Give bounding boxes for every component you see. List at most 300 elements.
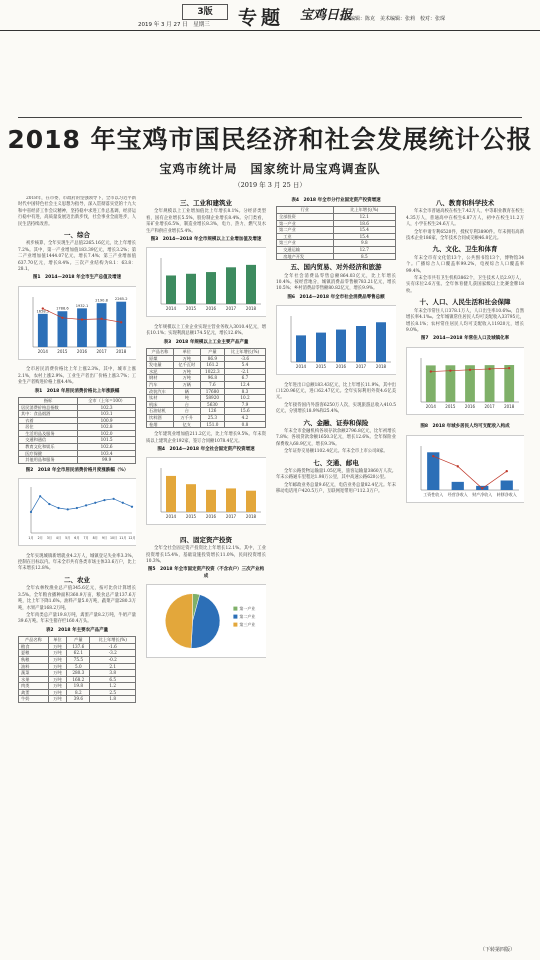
paragraph: 年末全市共有卫生机构3862个，卫生技术人员2.9万人，实有床位2.6万张。全年体育健儿获国家级以上比赛金牌18枚。 <box>406 276 524 294</box>
table-cell: 第三产业 <box>277 240 334 247</box>
section-title: 专题 <box>238 7 285 29</box>
section-heading: 五、国内贸易、对外经济和旅游 <box>290 263 382 272</box>
legend-swatch <box>233 607 237 611</box>
chart-bar <box>77 308 87 347</box>
paragraph: 年末全市普通高校在校生7.42万人，中等职业教育在校生4.35万人，普通高中在校生6.87万人，初中在校生11.2万人，小学在校生24.6万人。 <box>406 209 524 228</box>
table-cell: 钢材 <box>147 375 174 382</box>
table-row <box>277 240 396 247</box>
table-cell: 96.8 <box>200 375 224 382</box>
table-cell: 2.1 <box>90 663 136 670</box>
table-cell: 1.8 <box>90 696 136 703</box>
continued-note: （下转第四版） <box>480 947 516 953</box>
table-cell: 机床 <box>147 401 174 408</box>
chart-bar <box>166 476 176 512</box>
table-cell: 25.3 <box>200 415 224 422</box>
table-row <box>19 417 136 424</box>
table-cell: -1.6 <box>90 643 136 650</box>
table-cell: 工业 <box>277 233 334 240</box>
chart-bar <box>336 330 346 362</box>
tick-label: 2016 <box>76 348 88 354</box>
table-cell: 17680 <box>200 388 224 395</box>
table-row <box>19 450 136 457</box>
table-cell: 台 <box>173 401 200 408</box>
table-header-cell: 产品名称 <box>19 637 49 644</box>
table-cell: 12.7 <box>333 246 395 253</box>
table-cell: 万吨 <box>48 643 66 650</box>
table-row <box>19 676 136 683</box>
table-cell: 75.5 <box>67 656 90 663</box>
intro-paragraph: 2018年，在市委、市政府的坚强领导下，全市以习近平新时代中国特色社会主义思想为指导，深入贯彻落实党的十九大和中省经济工作会议精神，坚持稳中求进工作总基调，经济运行稳中有进，高质量发展迈出新步伐，社会事业全面进步，人民生活持续改善。 <box>18 196 136 227</box>
table-cell: 5.0 <box>67 663 90 670</box>
table-cell: 第二产业 <box>277 227 334 234</box>
table-cell: 102.8 <box>78 424 136 431</box>
table-cell: 万吨 <box>48 663 66 670</box>
investment-growth-chart <box>146 457 266 525</box>
table-header-cell: 行业 <box>277 207 334 214</box>
table-title: 表2 2018 年主要农产品产量 <box>45 627 109 633</box>
table-header-cell: 单位 <box>173 349 200 356</box>
tick-label: 3月 <box>46 536 52 541</box>
table-cell: 万吨 <box>48 670 66 677</box>
article-byline: 宝鸡市统计局 国家统计局宝鸡调查队 <box>159 162 381 176</box>
table-header-row <box>19 397 136 404</box>
tick-label: 2018 <box>375 364 387 370</box>
paragraph: 全年规模以上工业增加值比上年增长8.1%。分经济类型看，国有企业增长5.5%，股份制企业增长8.4%。分门类看，采矿业增长6.5%，制造业增长8.3%，电力、热力、燃气及水生产和供应业增长5.4%。 <box>146 209 266 234</box>
table-row <box>19 650 136 657</box>
table-cell: 5.4 <box>225 362 266 369</box>
table-cell: 15.6 <box>225 408 266 415</box>
chart-bar <box>206 273 216 305</box>
tick-label: 10月 <box>110 536 118 541</box>
table-cell: 126 <box>200 408 224 415</box>
pie-slice <box>165 594 192 649</box>
chart-bar <box>206 490 216 512</box>
paragraph: 年末全市金融机构各项存款余额2796.8亿元，比年初增长7.8%；各项贷款余额1650.3亿元，增长12.6%。全年保险业保费收入68.9亿元，增长9.3%。 <box>276 429 396 447</box>
table-cell: 8.3 <box>225 388 266 395</box>
table-cell: 辆 <box>173 388 200 395</box>
table-cell: 交通运输 <box>277 246 334 253</box>
investment-structure-pie <box>146 584 266 658</box>
chart-title: 图7 2014—2018 年常住人口及城镇化率 <box>420 336 510 342</box>
table-cell: 39.6 <box>67 696 90 703</box>
table-cell: 汽车 <box>147 382 174 389</box>
table-cell: 万吨 <box>48 656 66 663</box>
table-cell: 102.3 <box>78 404 136 411</box>
chart-title: 图4 2014—2018 年全社会固定资产投资增速 <box>157 447 255 452</box>
paragraph: 全年全社会固定资产投资比上年增长12.1%。其中，工业投资增长15.4%，基础设施投资增长11.0%，民间投资增长10.3%。 <box>146 546 266 565</box>
table-cell: -3.2 <box>90 650 136 657</box>
table-cell: 18.6 <box>333 220 395 227</box>
data-label: 2190.8 <box>95 298 108 303</box>
table-row <box>19 457 136 464</box>
chart-bar <box>246 491 256 512</box>
table-cell: 亿千瓦时 <box>173 362 200 369</box>
table-cell: 牛奶 <box>19 696 49 703</box>
tick-label: 4月 <box>55 536 62 541</box>
table-cell: 万千升 <box>173 415 200 422</box>
tick-label: 2016 <box>205 514 217 520</box>
table-cell: 1.2 <box>90 683 136 690</box>
table-cell: 58920 <box>200 395 224 402</box>
data-label: 1932.1 <box>75 303 89 308</box>
tick-label: 2014 <box>165 514 177 520</box>
table-cell: 夏粮 <box>19 650 49 657</box>
table-row <box>147 355 266 362</box>
paragraph: 全年接待国内外游客6250万人次，实现旅游总收入410.5亿元，分别增长18.9%和25.4%。 <box>276 402 396 415</box>
table-cell: 肉类 <box>19 683 49 690</box>
tick-label: 2018 <box>116 348 127 354</box>
table-cell: 99.9 <box>78 457 136 464</box>
table-row <box>19 696 136 703</box>
section-heading: 六、金融、证券和保险 <box>303 418 369 427</box>
chart-bar <box>226 489 236 513</box>
table-cell: 0.8 <box>225 421 266 428</box>
table-row <box>19 444 136 451</box>
industry-chart <box>146 247 266 317</box>
paragraph: 全年证券交易额1102.4亿元。年末全市上市公司8家。 <box>284 449 388 455</box>
paragraph: 全年肉类总产量19.8万吨，禽蛋产量8.2万吨，牛奶产量39.6万吨。年末生猪存栏160.4万头。 <box>18 612 136 625</box>
table-row <box>147 401 266 408</box>
tick-label: 2014 <box>165 306 177 312</box>
tick-label: 2014 <box>295 364 307 370</box>
tick-label: 2017 <box>225 306 237 312</box>
chart-bar <box>226 268 236 305</box>
investment-table <box>276 206 396 260</box>
chart-title: 图3 2014—2018 年全市规模以上工业增加值及增速 <box>150 237 262 243</box>
table-cell: 吨 <box>173 395 200 402</box>
table-cell: 万吨 <box>173 375 200 382</box>
table-header-cell: 产品名称 <box>147 349 174 356</box>
column-4 <box>406 196 524 940</box>
table-cell: 衣着 <box>19 417 78 424</box>
tick-label: 1月 <box>28 536 34 541</box>
table-header-cell: 单位 <box>48 637 66 644</box>
chart-bar <box>504 365 514 402</box>
section-heading: 八、教育和科学技术 <box>435 199 495 207</box>
table-cell: 5630 <box>200 401 224 408</box>
tick-label: 工资性收入 <box>423 491 444 497</box>
tick-label: 11月 <box>119 536 127 541</box>
table-cell: 房地产开发 <box>277 253 334 260</box>
tick-label: 转移净收入 <box>496 491 517 497</box>
table-row <box>147 362 266 369</box>
table-cell: 1022.3 <box>200 368 224 375</box>
table-cell: 168.2 <box>67 676 90 683</box>
line-point <box>42 307 44 309</box>
table-header-row <box>19 637 136 644</box>
paragraph: 全年规模以上工业企业实现主营业务收入3010.4亿元，增长10.1%；实现利润总额174.5亿元，增长12.6%。 <box>146 324 266 337</box>
table-row <box>147 368 266 375</box>
table-cell: 9.8 <box>333 240 395 247</box>
table-cell: 第一产业 <box>277 220 334 227</box>
data-label: 1788.6 <box>56 306 69 311</box>
table-row <box>19 670 136 677</box>
paragraph: 全年社会消费品零售总额864.03亿元，比上年增长10.4%。按经营地分，城镇消费品零售额783.21亿元，增长10.5%；乡村消费品零售额80.82亿元，增长9.9%。 <box>276 273 396 292</box>
legend-label: 第二产业 <box>239 614 256 620</box>
table-cell: 交通和通信 <box>19 437 78 444</box>
paragraph: 年末全市有文化馆13个，公共图书馆13个，博物馆34个。广播综合人口覆盖率99.2%，电视综合人口覆盖率99.4%。 <box>406 255 524 274</box>
table-row <box>277 253 396 260</box>
chart-bar <box>316 333 326 362</box>
masthead <box>0 0 540 31</box>
tick-label: 2016 <box>335 364 347 370</box>
section-heading: 七、交通、邮电 <box>313 458 359 467</box>
table-cell: 万吨 <box>48 689 66 696</box>
legend-label: 第一产业 <box>239 606 256 612</box>
table-cell: 15.4 <box>333 227 395 234</box>
tick-label: 2月 <box>37 536 43 541</box>
table-row <box>19 643 136 650</box>
chart-title: 图6 2014—2018 年全市社会消费品零售总额 <box>287 294 385 300</box>
series-line <box>433 456 507 488</box>
section-heading: 三、工业和建筑业 <box>180 199 232 207</box>
tick-label: 5月 <box>65 536 71 541</box>
table-row <box>19 411 136 418</box>
cpi-monthly-chart <box>18 478 136 546</box>
data-label: 1658.5 <box>36 309 50 314</box>
paragraph: 全年建筑业增加值211.2亿元，比上年增长9.5%。年末资质以上建筑企业192家，签订合同额1078.4亿元。 <box>146 432 266 444</box>
tick-label: 2018 <box>245 514 257 520</box>
table-cell: 其中：食品烟酒 <box>19 411 78 418</box>
table-cell: 万吨 <box>48 650 66 657</box>
table-cell: 12.4 <box>225 382 266 389</box>
newspaper-logo: 宝鸡日报 <box>300 8 353 23</box>
chart-bar <box>485 365 495 402</box>
chart-bar <box>116 302 126 347</box>
table-cell: 151.0 <box>200 421 224 428</box>
table-cell: 6.5 <box>90 676 136 683</box>
table-header-cell: 比上年增长(%) <box>90 637 136 644</box>
chart-title: 图5 2018 年全市固定资产投资（不含农户）三次产业构成 <box>147 567 265 579</box>
chart-bar <box>186 485 196 513</box>
chart-bar <box>166 276 176 305</box>
section-heading: 九、文化、卫生和体育 <box>432 245 498 254</box>
section-heading: 十、人口、人民生活和社会保障 <box>419 298 511 307</box>
table-cell: 3.8 <box>90 670 136 677</box>
section-heading: 二、农业 <box>64 575 90 584</box>
table-cell: 86.9 <box>200 355 224 362</box>
table-cell: 103.1 <box>78 411 136 418</box>
table-cell: 280.3 <box>67 670 90 677</box>
table-row <box>19 683 136 690</box>
tick-label: 2017 <box>96 348 107 354</box>
paragraph: 全年进出口总额183.43亿元，比上年增长11.9%。其中出口120.96亿元，进口62.47亿元。全年实际利用外资4.6亿美元。 <box>276 382 396 401</box>
column-3 <box>276 196 396 940</box>
tick-label: 2018 <box>245 306 257 312</box>
chart-bar <box>376 322 386 362</box>
chart-title: 图2 2018 年全市居民消费价格月度涨跌幅（%） <box>25 467 129 473</box>
income-chart <box>406 435 524 503</box>
title-rule <box>18 117 522 118</box>
table-cell: 亿支 <box>173 421 200 428</box>
table-cell: 万吨 <box>48 676 66 683</box>
table-row <box>19 424 136 431</box>
table-cell: 秋粮 <box>19 656 49 663</box>
table-cell: 161.2 <box>200 362 224 369</box>
table-cell: 其他用品和服务 <box>19 457 78 464</box>
tick-label: 2014 <box>425 403 436 409</box>
table-row <box>19 404 136 411</box>
article-date: （2019 年 3 月 25 日） <box>234 181 306 189</box>
tick-label: 2018 <box>504 403 515 409</box>
table-cell: 15.4 <box>333 233 395 240</box>
paragraph: 全年申请专利6520件，授权专利3890件。年末拥有高新技术企业186家，全年技术合同成交额46.8亿元。 <box>406 229 524 242</box>
table-cell: 医疗保健 <box>19 450 78 457</box>
table-header-cell: 产量 <box>67 637 90 644</box>
paragraph: 全市居民消费价格比上年上涨2.3%。其中，城市上涨2.1%，农村上涨2.9%。工业生产者出厂价格上涨3.7%；工业生产者购进价格上涨4.4%。 <box>18 367 136 386</box>
legend-swatch <box>233 623 237 627</box>
tick-label: 6月 <box>74 536 80 541</box>
table-header-cell: 比上年增长(%) <box>225 349 266 356</box>
paragraph: 全年农林牧渔业总产值345.6亿元，按可比价计算增长3.5%。全年粮食播种面积360.9万亩，粮食总产量137.6万吨，比上年下降1.6%。油料产量5.0万吨，蔬菜产量280.3万吨，水果产量168.2万吨。 <box>18 586 136 611</box>
gdp-chart <box>18 286 136 360</box>
table-cell: 102.0 <box>78 430 136 437</box>
editors-line: 责任编辑：陈克 美术编辑：张莉 校对：张琛 <box>340 16 446 22</box>
chart-bar <box>58 311 68 347</box>
page-label: 3版 <box>182 4 228 20</box>
table-cell: 禽蛋 <box>19 689 49 696</box>
table-cell: 居民消费价格总指数 <box>19 404 78 411</box>
table-cell: 原煤 <box>147 355 174 362</box>
table-cell: 改装汽车 <box>147 388 174 395</box>
table-header-row <box>147 349 266 356</box>
table-row <box>147 388 266 395</box>
table-cell: 万吨 <box>48 696 66 703</box>
table-cell: 万吨 <box>48 683 66 690</box>
table-cell: 油料 <box>19 663 49 670</box>
table-cell: 万辆 <box>173 382 200 389</box>
table-cell: 台 <box>173 408 200 415</box>
table-header-row <box>277 207 396 214</box>
table-cell: 全部投资 <box>277 214 334 221</box>
table-header-cell: 全市（上年=100） <box>78 397 136 404</box>
table-row <box>277 214 396 221</box>
chart-title: 图1 2014—2018 年全市生产总值及增速 <box>32 275 122 281</box>
table-cell: 7.9 <box>225 401 266 408</box>
paragraph: 初步核算，全年实现生产总值2265.16亿元，比上年增长7.2%。其中，第一产业增加值183.39亿元，增长3.2%；第二产业增加值1444.07亿元，增长7.4%；第三产业增加值637.70亿元，增长8.4%。三次产业结构为8.1：63.8：28.1。 <box>18 241 136 273</box>
tick-label: 2016 <box>464 403 476 409</box>
tick-label: 2015 <box>185 514 197 520</box>
table-row <box>19 437 136 444</box>
table-cell: 钛材 <box>147 395 174 402</box>
paragraph: 年末全市常住人口378.1万人，人口出生率10.6‰，自然增长率4.1‰。全年城镇常住居民人均可支配收入33795元，增长8.1%；农村常住居民人均可支配收入11920元，增长9.0%。 <box>406 308 524 333</box>
table-cell: 生活用品及服务 <box>19 430 78 437</box>
table-row <box>147 421 266 428</box>
table-title: 表4 2018 年全市分行业固定资产投资增速 <box>291 198 381 203</box>
table-row <box>19 656 136 663</box>
chart-bar <box>501 480 513 489</box>
page-title: 2018 年宝鸡市国民经济和社会发展统计公报 <box>7 125 533 154</box>
table-row <box>277 233 396 240</box>
table-cell: 102.6 <box>78 444 136 451</box>
column-1 <box>18 196 136 940</box>
chart-bar <box>296 336 306 363</box>
section-heading: 四、固定资产投资 <box>180 535 232 544</box>
table-cell: 石油钻机 <box>147 408 174 415</box>
table-cell: 6.7 <box>225 375 266 382</box>
tick-label: 2016 <box>205 306 217 312</box>
legend-swatch <box>233 615 237 619</box>
issue-date: 2019 年 3 月 27 日 星期三 <box>138 22 210 28</box>
chart-bar <box>186 274 196 304</box>
chart-bar <box>246 265 256 304</box>
paragraph: 全年邮政业务总量9.6亿元，电信业务总量82.4亿元。年末移动电话用户420.5万户，互联网宽带用户112.3万户。 <box>276 482 396 495</box>
table-title: 表1 2018 年居民消费价格比上年涨跌幅 <box>34 388 120 394</box>
agri-products-table <box>18 636 136 703</box>
table-cell: 教育文化和娱乐 <box>19 444 78 451</box>
tick-label: 2017 <box>225 514 237 520</box>
table-cell: 万吨 <box>173 368 200 375</box>
tick-label: 2015 <box>57 348 68 354</box>
chart-bar <box>38 314 48 347</box>
table-row <box>277 227 396 234</box>
table-title: 表3 2018 年规模以上工业主要产品产量 <box>163 339 249 345</box>
chart-bar <box>452 481 464 489</box>
tick-label: 8月 <box>92 536 98 541</box>
table-cell: 8.5 <box>333 253 395 260</box>
table-row <box>277 246 396 253</box>
table-row <box>147 395 266 402</box>
table-cell: 2.5 <box>90 689 136 696</box>
section-heading: 一、综合 <box>64 231 90 240</box>
table-cell: 饮料酒 <box>147 415 174 422</box>
table-row <box>147 375 266 382</box>
table-cell: 103.4 <box>78 450 136 457</box>
table-row <box>147 415 266 422</box>
chart-title: 图8 2018 年城乡居民人均可支配收入构成 <box>420 424 510 430</box>
table-cell: 居住 <box>19 424 78 431</box>
table-cell: 水泥 <box>147 368 174 375</box>
table-cell: 蔬菜 <box>19 670 49 677</box>
population-chart <box>406 347 524 415</box>
table-row <box>19 663 136 670</box>
series-line <box>31 496 132 512</box>
table-row <box>19 430 136 437</box>
table-cell: 19.8 <box>67 683 90 690</box>
tick-label: 2017 <box>484 403 495 409</box>
tick-label: 财产净收入 <box>472 491 493 497</box>
tick-label: 2017 <box>355 364 367 370</box>
industrial-products-table <box>146 348 266 428</box>
tick-label: 2014 <box>37 348 48 354</box>
table-cell: -2.1 <box>225 368 266 375</box>
tick-label: 9月 <box>101 536 108 541</box>
tick-label: 2015 <box>185 306 197 312</box>
table-header-cell: 产量 <box>200 349 224 356</box>
table-cell: 卷烟 <box>147 421 174 428</box>
table-cell: 12.1 <box>333 214 395 221</box>
table-cell: 水果 <box>19 676 49 683</box>
table-cell: 137.6 <box>67 643 90 650</box>
chart-bar <box>356 326 366 362</box>
chart-bar <box>97 303 107 347</box>
table-cell: 62.1 <box>67 650 90 657</box>
table-header-cell: 比上年增长(%) <box>333 207 395 214</box>
tick-label: 2015 <box>445 403 456 409</box>
table-row <box>147 408 266 415</box>
table-cell: -3.6 <box>225 355 266 362</box>
table-cell: 7.6 <box>200 382 224 389</box>
paragraph: 全年公路货物运输量1.05亿吨，旅客运输量3860万人次。年末公路通车里程达1.98万公里，其中高速公路620公里。 <box>276 469 396 481</box>
cpi-table <box>18 397 136 464</box>
table-header-cell: 指标 <box>19 397 78 404</box>
table-cell: 粮食 <box>19 643 49 650</box>
table-cell: -0.2 <box>90 656 136 663</box>
table-cell: 10.2 <box>225 395 266 402</box>
legend-label: 第三产业 <box>239 622 256 628</box>
table-cell: 万吨 <box>173 355 200 362</box>
table-cell: 发电量 <box>147 362 174 369</box>
